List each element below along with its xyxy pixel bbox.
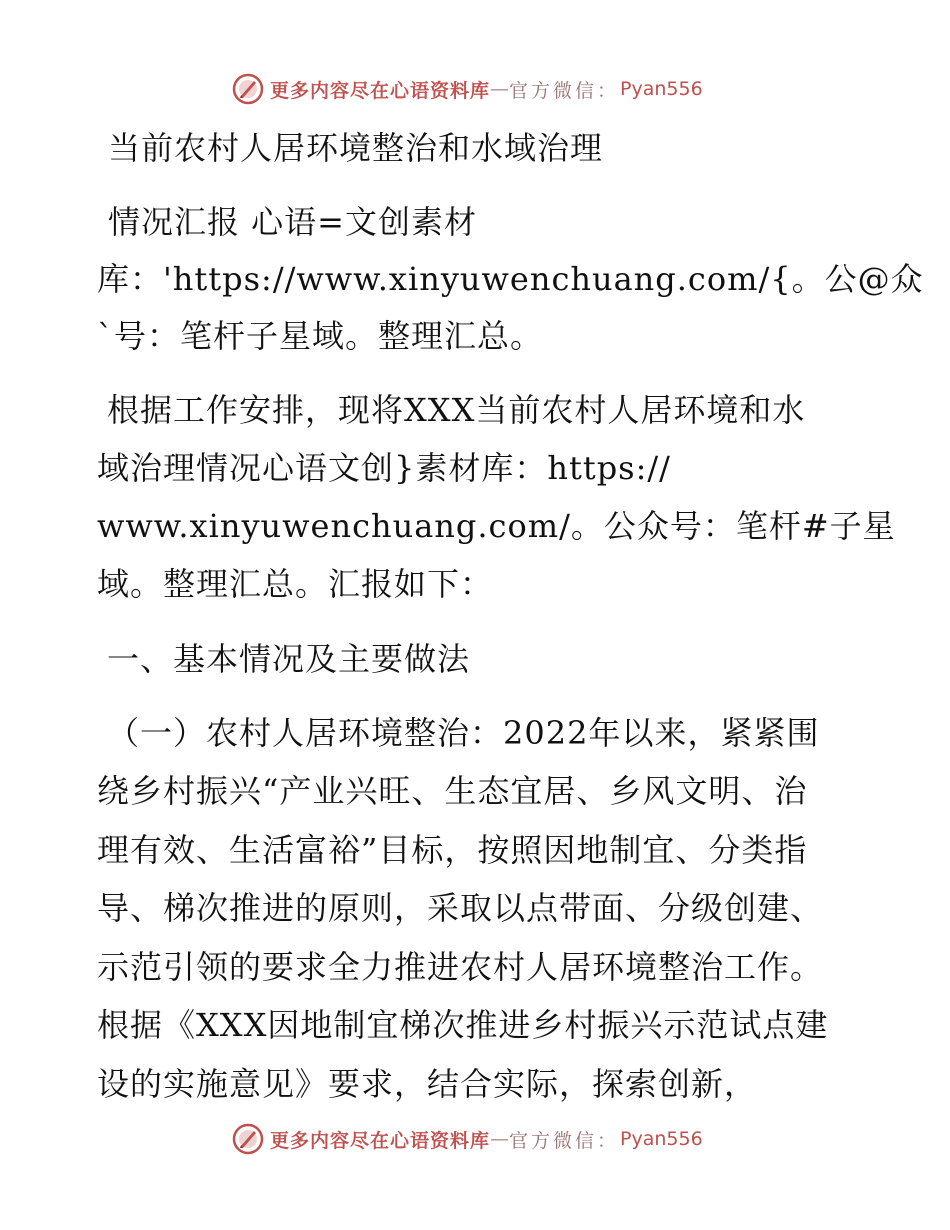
body-line: 根据工作安排，现将XXX当前农村人居环境和水 [107,391,806,429]
body-line: 域治理情况心语文创}素材库：https:// [97,449,671,487]
body-line: 导、梯次推进的原则，采取以点带面、分级创建、 [97,889,824,927]
watermark-separator: — [490,78,510,100]
watermark-label: 官方微信 [509,1129,598,1152]
watermark-brand-text: 更多内容尽在心语资料库 [270,1129,491,1152]
body-line: （一）农村人居环境整治：2022年以来，紧紧围 [107,714,820,752]
section-heading: 一、基本情况及主要做法 [107,640,471,678]
body-line: 根据《XXX因地制宜梯次推进乡村振兴示范试点建 [97,1006,829,1044]
body-line: 绕乡村振兴“产业兴旺、生态宜居、乡风文明、治 [97,772,808,810]
watermark-colon: ： [597,79,617,102]
watermark-wechat-id: Pyan556 [620,78,703,100]
body-line: 域。整理汇总。汇报如下： [97,565,494,603]
quill-seal-icon [232,1123,264,1155]
watermark-wechat-id: Pyan556 [620,1128,703,1150]
watermark-separator: — [490,1128,510,1150]
header-watermark-banner [232,72,703,106]
watermark-brand-text: 更多内容尽在心语资料库 [270,79,491,102]
body-line: 理有效、生活富裕”目标，按照因地制宜、分类指 [97,831,808,869]
document-title-line-2: 情况汇报 心语=文创素材 [108,203,477,241]
body-line: 示范引领的要求全力推进农村人居环境整治工作。 [97,948,824,986]
watermark-label: 官方微信 [509,79,598,102]
watermark-colon: ： [597,1129,617,1152]
document-title-line-1: 当前农村人居环境整治和水域治理 [108,129,604,167]
body-line: `号：笔杆子星域。整理汇总。 [97,317,544,355]
quill-seal-icon [232,73,264,105]
body-line: 库：'https://www.xinyuwenchuang.com/{。公@众 [97,260,924,298]
footer-watermark-banner [232,1122,703,1156]
body-line: 设的实施意见》要求，结合实际，探索创新， [97,1065,758,1103]
body-line: www.xinyuwenchuang.com/。公众号：笔杆#子星 [97,507,896,545]
